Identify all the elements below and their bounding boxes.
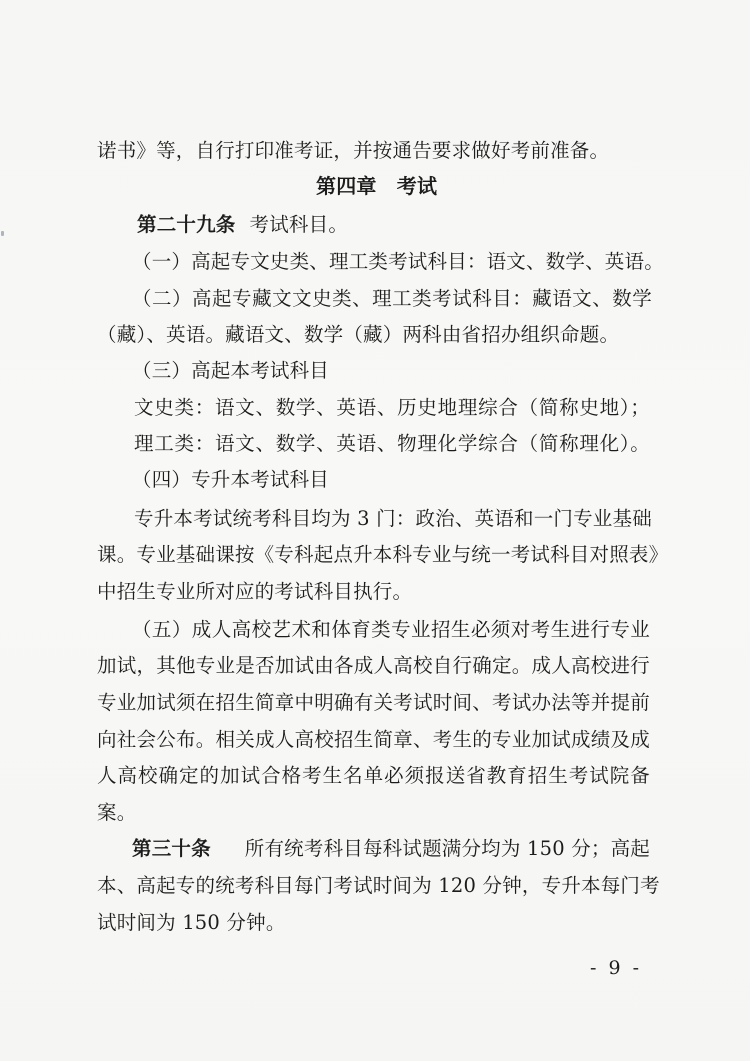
text-line: （四）专升本考试科目	[132, 468, 330, 491]
text-line: 人高校确定的加试合格考生名单必须报送省教育招生考试院备	[97, 764, 650, 787]
text-line: 加试，其他专业是否加试由各成人高校自行确定。成人高校进行	[97, 654, 650, 677]
article-29-label: 第二十九条	[137, 213, 236, 236]
text-line: （藏）、英语。藏语文、数学（藏）两科由省招办组织命题。	[97, 323, 620, 346]
article-29-line	[137, 211, 348, 239]
text-line: 案。	[97, 801, 137, 824]
article-30-text: 所有统考科目每科试题满分均为 150 分；高起	[244, 837, 650, 860]
text-line: 专业加试须在招生简章中明确有关考试时间、考试办法等并提前	[97, 691, 650, 714]
text-line: 中招生专业所对应的考试科目执行。	[97, 580, 413, 603]
text-line: 理工类：语文、数学、英语、物理化学综合（简称理化）。	[134, 432, 650, 455]
text-line: 向社会公布。相关成人高校招生简章、考生的专业加试成绩及成	[97, 728, 650, 751]
text-line: （三）高起本考试科目	[132, 359, 330, 382]
text-line: 文史类：语文、数学、英语、历史地理综合（简称史地）；	[134, 396, 650, 419]
text-line: 本、高起专的统考科目每门考试时间为 120 分钟，专升本每门考	[97, 874, 660, 897]
text-line: 试时间为 150 分钟。	[97, 911, 286, 934]
text-line: （五）成人高校艺术和体育类专业招生必须对考生进行专业	[132, 618, 650, 641]
article-30-line	[132, 835, 650, 863]
page-number: - 9 -	[590, 957, 643, 979]
chapter-heading: 第四章 考试	[316, 174, 438, 198]
text-line: 课。专业基础课按《专科起点升本科专业与统一考试科目对照表》	[97, 543, 669, 566]
text-line: （二）高起专藏文文史类、理工类考试科目：藏语文、数学	[132, 287, 652, 310]
text-line: （一）高起专文史类、理工类考试科目：语文、数学、英语。	[132, 250, 664, 273]
article-29-text: 考试科目。	[249, 213, 349, 236]
text-line: 专升本考试统考科目均为 3 门：政治、英语和一门专业基础	[134, 507, 652, 530]
scan-mark	[1, 231, 4, 236]
article-30-label: 第三十条	[132, 837, 211, 860]
text-line: 诺书》等，自行打印准考证，并按通告要求做好考前准备。	[97, 139, 610, 162]
